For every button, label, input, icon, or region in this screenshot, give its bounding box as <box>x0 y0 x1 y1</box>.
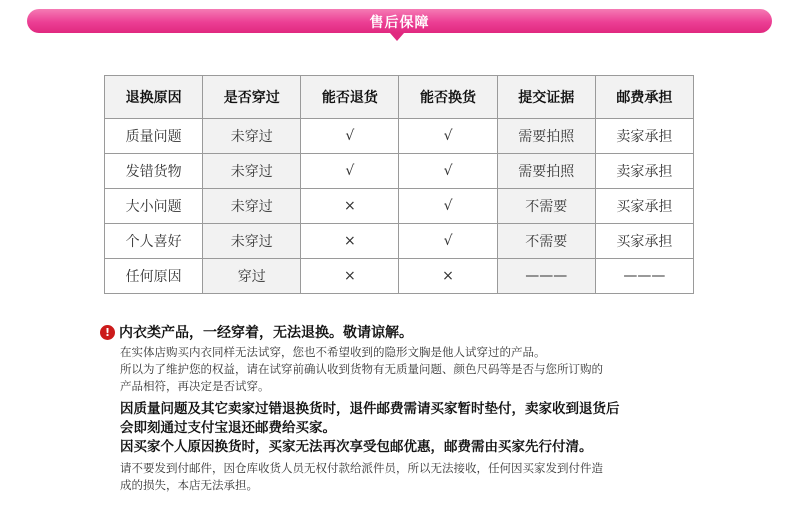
cell-worn: 未穿过 <box>203 154 301 189</box>
cell-shipping-fee: 买家承担 <box>595 224 693 259</box>
cell-shipping-fee: 卖家承担 <box>595 154 693 189</box>
bold-note: 会即刻通过支付宝退还邮费给买家。 <box>120 420 336 436</box>
cell-shipping-fee: ——— <box>595 259 693 294</box>
cell-evidence: 不需要 <box>497 224 595 259</box>
notes-heading-row <box>100 322 720 342</box>
cell-evidence: 需要拍照 <box>497 154 595 189</box>
header-worn: 是否穿过 <box>203 76 301 119</box>
cell-evidence: 不需要 <box>497 189 595 224</box>
cell-exchangeable: √ <box>399 224 497 259</box>
table-header-row <box>105 76 694 119</box>
table-row <box>105 259 694 294</box>
banner-pointer <box>390 33 404 41</box>
cell-exchangeable: √ <box>399 119 497 154</box>
table-row <box>105 154 694 189</box>
after-sales-banner <box>27 9 772 33</box>
cell-shipping-fee: 卖家承担 <box>595 119 693 154</box>
cell-evidence: 需要拍照 <box>497 119 595 154</box>
notes-section <box>100 322 720 494</box>
table-row <box>105 224 694 259</box>
bold-note: 因质量问题及其它卖家过错退换货时，退件邮费需请买家暂时垫付，卖家收到退货后 <box>120 401 620 417</box>
header-shipping-fee: 邮费承担 <box>595 76 693 119</box>
note-paragraph: 在实体店购买内衣同样无法试穿，您也不希望收到的隐形文胸是他人试穿过的产品。 <box>120 345 546 359</box>
cell-worn: 穿过 <box>203 259 301 294</box>
cell-reason: 发错货物 <box>105 154 203 189</box>
header-reason: 退换原因 <box>105 76 203 119</box>
cell-reason: 个人喜好 <box>105 224 203 259</box>
cell-evidence: ——— <box>497 259 595 294</box>
cell-returnable: √ <box>301 119 399 154</box>
header-exchangeable: 能否换货 <box>399 76 497 119</box>
bold-note: 因买家个人原因换货时，买家无法再次享受包邮优惠，邮费需由买家先行付清。 <box>120 439 593 455</box>
cell-exchangeable: × <box>399 259 497 294</box>
header-evidence: 提交证据 <box>497 76 595 119</box>
note-paragraph: 请不要发到付邮件，因仓库收货人员无权付款给派件员，所以无法接收，任何因买家发到付件造 <box>120 461 603 475</box>
note-paragraph: 成的损失，本店无法承担。 <box>120 478 258 492</box>
cell-returnable: × <box>301 224 399 259</box>
note-paragraph: 产品相符，再决定是否试穿。 <box>120 379 270 393</box>
table-row <box>105 119 694 154</box>
table-row <box>105 189 694 224</box>
cell-reason: 大小问题 <box>105 189 203 224</box>
cell-exchangeable: √ <box>399 189 497 224</box>
cell-reason: 任何原因 <box>105 259 203 294</box>
notes-heading: 内衣类产品，一经穿着，无法退换。敬请谅解。 <box>119 325 413 341</box>
cell-shipping-fee: 买家承担 <box>595 189 693 224</box>
return-policy-table <box>104 75 694 294</box>
cell-reason: 质量问题 <box>105 119 203 154</box>
cell-worn: 未穿过 <box>203 224 301 259</box>
cell-returnable: √ <box>301 154 399 189</box>
exclamation-icon: ! <box>100 325 115 340</box>
cell-exchangeable: √ <box>399 154 497 189</box>
cell-returnable: × <box>301 189 399 224</box>
note-paragraph: 所以为了维护您的权益，请在试穿前确认收到货物有无质量问题、颜色尺码等是否与您所订购的 <box>120 362 603 376</box>
cell-worn: 未穿过 <box>203 119 301 154</box>
cell-worn: 未穿过 <box>203 189 301 224</box>
cell-returnable: × <box>301 259 399 294</box>
banner-title: 售后保障 <box>369 15 430 31</box>
header-returnable: 能否退货 <box>301 76 399 119</box>
